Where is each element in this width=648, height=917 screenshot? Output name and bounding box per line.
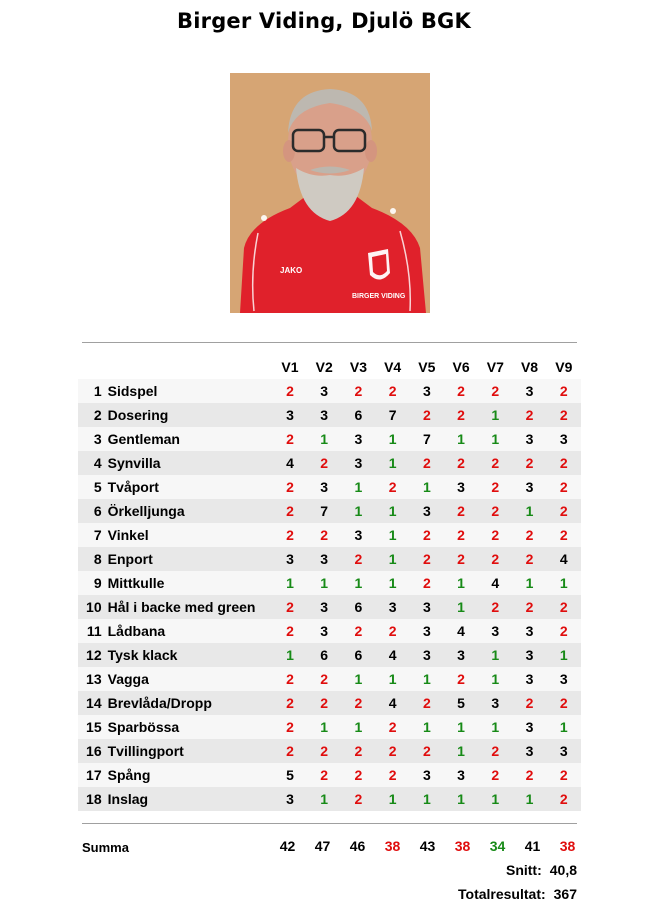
- score-cell: 2: [444, 499, 478, 523]
- score-cell: 3: [410, 595, 444, 619]
- score-cell: 2: [273, 499, 307, 523]
- score-cell: 1: [376, 787, 410, 811]
- hole-number: 17: [78, 763, 108, 787]
- hole-name: Sparbössa: [108, 715, 273, 739]
- hole-number: 13: [78, 667, 108, 691]
- hole-name: Örkelljunga: [108, 499, 273, 523]
- score-cell: 1: [547, 643, 581, 667]
- score-cell: 2: [547, 691, 581, 715]
- hole-name: Tvillingport: [108, 739, 273, 763]
- score-cell: 3: [307, 403, 341, 427]
- summa-v9: 38: [559, 838, 576, 854]
- score-cell: 3: [341, 451, 375, 475]
- score-cell: 3: [307, 379, 341, 403]
- score-cell: 1: [410, 475, 444, 499]
- score-cell: 2: [341, 691, 375, 715]
- score-cell: 2: [478, 763, 512, 787]
- score-cell: 7: [307, 499, 341, 523]
- score-cell: 1: [444, 427, 478, 451]
- score-cell: 2: [547, 475, 581, 499]
- hole-number: 9: [78, 571, 108, 595]
- score-cell: 1: [410, 715, 444, 739]
- score-cell: 2: [478, 523, 512, 547]
- score-cell: 2: [341, 763, 375, 787]
- average-row: [498, 862, 577, 878]
- score-cell: 2: [547, 523, 581, 547]
- score-cell: 7: [410, 427, 444, 451]
- hole-name: Brevlåda/Dropp: [108, 691, 273, 715]
- score-cell: 4: [444, 619, 478, 643]
- hole-name: Tvåport: [108, 475, 273, 499]
- score-cell: 3: [444, 763, 478, 787]
- score-cell: 3: [512, 379, 546, 403]
- hole-number: 11: [78, 619, 108, 643]
- score-cell: 3: [512, 427, 546, 451]
- score-cell: 2: [512, 523, 546, 547]
- summa-v2: 47: [314, 838, 331, 854]
- summa-v1: 42: [279, 838, 296, 854]
- shirt-name: BIRGER VIDING: [352, 293, 406, 300]
- score-cell: 5: [444, 691, 478, 715]
- hole-row: [78, 523, 581, 547]
- hole-name: Inslag: [108, 787, 273, 811]
- hole-row: [78, 715, 581, 739]
- hole-number: 3: [78, 427, 108, 451]
- player-photo: [230, 73, 430, 313]
- shirt-brand: JAKO: [280, 266, 303, 275]
- hole-number: 10: [78, 595, 108, 619]
- summa-label: Summa: [82, 840, 129, 855]
- score-cell: 2: [307, 667, 341, 691]
- score-cell: 3: [410, 499, 444, 523]
- top-divider: [82, 342, 577, 343]
- score-cell: 2: [307, 451, 341, 475]
- hole-name: Vagga: [108, 667, 273, 691]
- score-cell: 3: [478, 691, 512, 715]
- score-cell: 2: [410, 523, 444, 547]
- score-cell: 3: [512, 739, 546, 763]
- header-v7: V7: [486, 358, 504, 375]
- score-cell: 1: [376, 427, 410, 451]
- score-cell: 1: [512, 499, 546, 523]
- score-cell: 2: [307, 739, 341, 763]
- score-cell: 2: [512, 691, 546, 715]
- score-cell: 1: [444, 595, 478, 619]
- score-cell: 1: [376, 547, 410, 571]
- score-cell: 2: [410, 547, 444, 571]
- score-cell: 1: [478, 787, 512, 811]
- score-cell: 2: [273, 691, 307, 715]
- score-cell: 2: [478, 595, 512, 619]
- score-cell: 1: [512, 571, 546, 595]
- header-v4: V4: [384, 358, 402, 375]
- score-cell: 3: [512, 475, 546, 499]
- score-cell: 2: [410, 739, 444, 763]
- score-cell: 2: [273, 379, 307, 403]
- hole-name: Lådbana: [108, 619, 273, 643]
- hole-row: [78, 619, 581, 643]
- score-cell: 4: [376, 643, 410, 667]
- score-cell: 1: [307, 571, 341, 595]
- hole-name: Tysk klack: [108, 643, 273, 667]
- summa-v7: 34: [489, 838, 506, 854]
- page-title: Birger Viding, Djulö BGK: [177, 9, 471, 33]
- score-cell: 3: [410, 763, 444, 787]
- score-cell: 2: [444, 451, 478, 475]
- summa-values: [270, 838, 585, 854]
- score-cell: 3: [273, 403, 307, 427]
- score-cell: 7: [376, 403, 410, 427]
- score-cell: 3: [410, 379, 444, 403]
- score-cell: 2: [444, 523, 478, 547]
- score-cell: 1: [341, 499, 375, 523]
- score-cell: 3: [376, 595, 410, 619]
- total-label: Totalresultat:: [458, 886, 546, 902]
- hole-name: Sidspel: [108, 379, 273, 403]
- score-cell: 2: [512, 451, 546, 475]
- summa-v3: 46: [349, 838, 366, 854]
- score-cell: 1: [478, 427, 512, 451]
- header-v3: V3: [349, 358, 367, 375]
- score-cell: 2: [444, 403, 478, 427]
- score-cell: 2: [410, 403, 444, 427]
- score-cell: 2: [410, 451, 444, 475]
- summa-v4: 38: [384, 838, 401, 854]
- score-cell: 2: [376, 379, 410, 403]
- score-cell: 2: [307, 523, 341, 547]
- header-blank-name: [108, 354, 273, 379]
- score-cell: 3: [307, 475, 341, 499]
- score-cell: 1: [341, 715, 375, 739]
- score-cell: 2: [307, 763, 341, 787]
- score-cell: 1: [444, 787, 478, 811]
- score-cell: 1: [444, 571, 478, 595]
- header-v6: V6: [452, 358, 470, 375]
- header-blank-num: [78, 354, 108, 379]
- score-cell: 2: [478, 499, 512, 523]
- score-cell: 2: [376, 763, 410, 787]
- hole-number: 7: [78, 523, 108, 547]
- hole-row: [78, 403, 581, 427]
- score-cell: 1: [478, 667, 512, 691]
- hole-row: [78, 667, 581, 691]
- score-cell: 1: [376, 571, 410, 595]
- score-cell: 2: [273, 619, 307, 643]
- score-cell: 2: [376, 739, 410, 763]
- score-cell: 2: [512, 763, 546, 787]
- bottom-divider: [82, 823, 577, 824]
- header-v9: V9: [555, 358, 573, 375]
- hole-name: Dosering: [108, 403, 273, 427]
- hole-row: [78, 643, 581, 667]
- hole-number: 1: [78, 379, 108, 403]
- score-cell: 2: [547, 763, 581, 787]
- score-cell: 5: [273, 763, 307, 787]
- score-cell: 2: [273, 667, 307, 691]
- score-cell: 2: [512, 403, 546, 427]
- hole-row: [78, 475, 581, 499]
- score-cell: 2: [341, 379, 375, 403]
- hole-row: [78, 451, 581, 475]
- score-cell: 1: [341, 667, 375, 691]
- score-cell: 2: [512, 595, 546, 619]
- header-v8: V8: [520, 358, 539, 375]
- score-cell: 2: [547, 619, 581, 643]
- score-cell: 1: [410, 787, 444, 811]
- score-cell: 3: [512, 619, 546, 643]
- summa-v6: 38: [454, 838, 471, 854]
- score-cell: 3: [341, 523, 375, 547]
- score-cell: 2: [478, 547, 512, 571]
- score-cell: 6: [341, 595, 375, 619]
- score-cell: 6: [307, 643, 341, 667]
- average-label: Snitt:: [505, 862, 542, 878]
- score-cell: 2: [478, 739, 512, 763]
- score-cell: 2: [273, 595, 307, 619]
- score-cell: 3: [273, 547, 307, 571]
- summa-v5: 43: [419, 838, 436, 854]
- score-cell: 1: [410, 667, 444, 691]
- hole-number: 6: [78, 499, 108, 523]
- score-cell: 3: [512, 667, 546, 691]
- score-cell: 3: [341, 427, 375, 451]
- scorecard-header-row: [78, 354, 581, 379]
- hole-number: 18: [78, 787, 108, 811]
- score-cell: 1: [478, 715, 512, 739]
- score-cell: 1: [273, 571, 307, 595]
- hole-row: [78, 499, 581, 523]
- score-cell: 2: [512, 547, 546, 571]
- score-cell: 3: [547, 427, 581, 451]
- hole-name: Enport: [108, 547, 273, 571]
- score-cell: 3: [307, 619, 341, 643]
- hole-row: [78, 379, 581, 403]
- score-cell: 4: [376, 691, 410, 715]
- score-cell: 2: [273, 523, 307, 547]
- score-cell: 1: [376, 499, 410, 523]
- hole-row: [78, 547, 581, 571]
- score-cell: 4: [478, 571, 512, 595]
- score-cell: 1: [341, 475, 375, 499]
- hole-row: [78, 787, 581, 811]
- score-cell: 2: [376, 475, 410, 499]
- score-cell: 3: [512, 715, 546, 739]
- score-cell: 2: [547, 499, 581, 523]
- hole-number: 14: [78, 691, 108, 715]
- hole-name: Spång: [108, 763, 273, 787]
- score-cell: 2: [478, 379, 512, 403]
- total-row: [450, 886, 577, 902]
- hole-name: Vinkel: [108, 523, 273, 547]
- score-cell: 2: [547, 595, 581, 619]
- score-cell: 1: [547, 571, 581, 595]
- score-cell: 3: [547, 667, 581, 691]
- player-portrait: [230, 73, 430, 313]
- score-cell: 3: [273, 787, 307, 811]
- hole-number: 4: [78, 451, 108, 475]
- hole-row: [78, 595, 581, 619]
- score-cell: 1: [547, 715, 581, 739]
- score-cell: 2: [341, 619, 375, 643]
- score-cell: 1: [376, 667, 410, 691]
- score-cell: 2: [478, 451, 512, 475]
- score-cell: 2: [341, 547, 375, 571]
- score-cell: 2: [341, 787, 375, 811]
- score-cell: 1: [376, 523, 410, 547]
- score-cell: 1: [307, 427, 341, 451]
- score-cell: 4: [547, 547, 581, 571]
- score-cell: 1: [273, 643, 307, 667]
- hole-row: [78, 691, 581, 715]
- score-cell: 2: [444, 667, 478, 691]
- hole-name: Synvilla: [108, 451, 273, 475]
- header-v1: V1: [281, 358, 299, 375]
- score-cell: 3: [410, 619, 444, 643]
- score-cell: 2: [376, 715, 410, 739]
- hole-row: [78, 739, 581, 763]
- hole-number: 15: [78, 715, 108, 739]
- score-cell: 4: [273, 451, 307, 475]
- score-cell: 1: [444, 739, 478, 763]
- score-cell: 2: [273, 715, 307, 739]
- score-cell: 2: [547, 403, 581, 427]
- score-cell: 2: [307, 691, 341, 715]
- score-cell: 1: [307, 715, 341, 739]
- score-cell: 2: [341, 739, 375, 763]
- total-value: 367: [553, 886, 577, 902]
- score-cell: 3: [512, 643, 546, 667]
- summa-v8: 41: [524, 838, 541, 854]
- score-cell: 2: [273, 475, 307, 499]
- score-cell: 2: [478, 475, 512, 499]
- score-cell: 3: [307, 595, 341, 619]
- header-v5: V5: [418, 358, 436, 375]
- score-cell: 3: [307, 547, 341, 571]
- score-cell: 1: [376, 451, 410, 475]
- score-cell: 1: [478, 403, 512, 427]
- score-cell: 2: [410, 571, 444, 595]
- score-cell: 2: [273, 739, 307, 763]
- score-cell: 1: [512, 787, 546, 811]
- hole-number: 2: [78, 403, 108, 427]
- header-v2: V2: [315, 358, 333, 375]
- score-cell: 1: [341, 571, 375, 595]
- score-cell: 2: [444, 379, 478, 403]
- score-cell: 1: [307, 787, 341, 811]
- hole-row: [78, 763, 581, 787]
- hole-number: 5: [78, 475, 108, 499]
- score-cell: 3: [547, 739, 581, 763]
- score-cell: 2: [410, 691, 444, 715]
- hole-name: Hål i backe med green: [108, 595, 273, 619]
- score-cell: 3: [444, 475, 478, 499]
- score-cell: 2: [376, 619, 410, 643]
- hole-number: 12: [78, 643, 108, 667]
- score-cell: 3: [478, 619, 512, 643]
- hole-name: Mittkulle: [108, 571, 273, 595]
- scorecard-table: [78, 354, 581, 811]
- score-cell: 3: [444, 643, 478, 667]
- score-cell: 2: [444, 547, 478, 571]
- score-cell: 2: [547, 787, 581, 811]
- average-value: 40,8: [549, 862, 577, 878]
- hole-row: [78, 571, 581, 595]
- score-cell: 2: [547, 451, 581, 475]
- hole-number: 16: [78, 739, 108, 763]
- score-cell: 2: [547, 379, 581, 403]
- score-cell: 2: [273, 427, 307, 451]
- score-cell: 6: [341, 403, 375, 427]
- score-cell: 3: [410, 643, 444, 667]
- hole-number: 8: [78, 547, 108, 571]
- score-cell: 1: [444, 715, 478, 739]
- hole-row: [78, 427, 581, 451]
- score-cell: 1: [478, 643, 512, 667]
- score-cell: 6: [341, 643, 375, 667]
- hole-name: Gentleman: [108, 427, 273, 451]
